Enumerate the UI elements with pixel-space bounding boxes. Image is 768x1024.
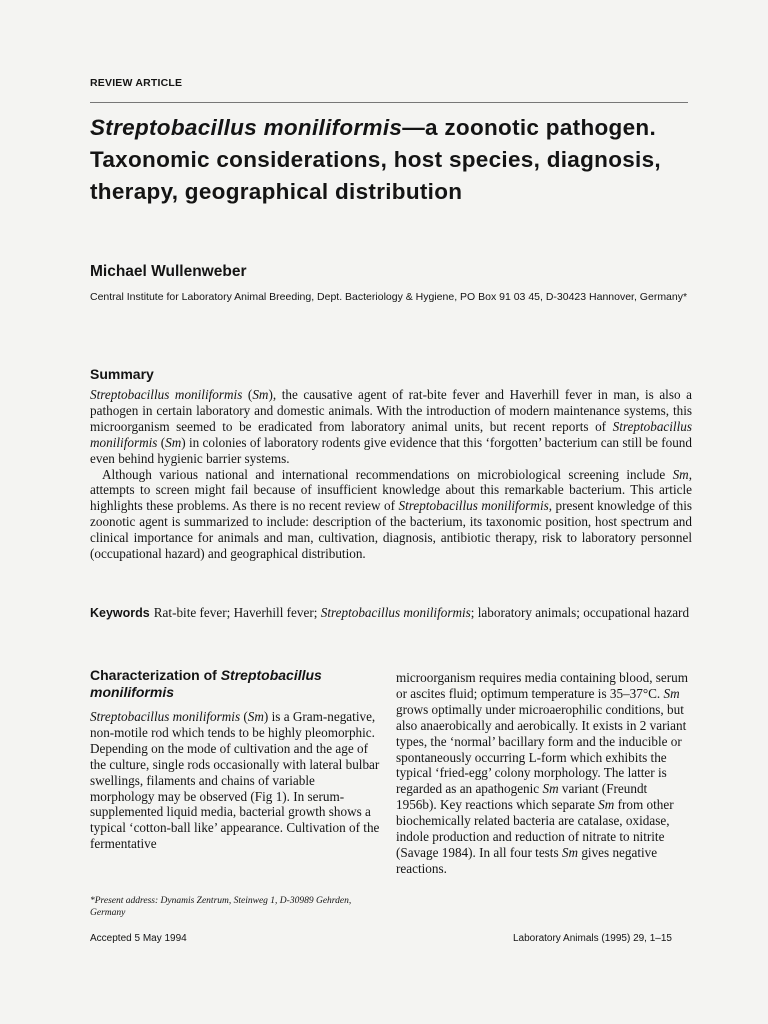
italic-text-run: Sm	[663, 685, 680, 701]
summary-paragraph-1	[90, 387, 692, 467]
article-title	[90, 112, 700, 208]
text-run: microorganism requires media containing blood, serum or ascites fluid; optimum temperature is 35–37°C.	[396, 670, 689, 701]
text-run: variant (Freundt 1956b). Key reactions which separate	[396, 781, 648, 813]
italic-text-run: Sm	[598, 797, 615, 813]
section-heading-plain: Characterization of	[90, 667, 221, 683]
title-organism-name: Streptobacillus moniliformis	[90, 115, 403, 140]
italic-text-run: Streptobacillus moniliformis	[90, 709, 241, 724]
text-run: ), the causative agent of rat-bite fever and Haverhill fever in man, is also a pathogen in certain laboratory and domestic animals. With the introduction of modern maintenance systems, this microorganism seemed to be eradicated from laboratory animal units, but recent reports of	[90, 387, 692, 434]
section-heading-organism: Streptobacillus moniliformis	[90, 667, 322, 700]
accepted-date: Accepted 5 May 1994	[90, 933, 187, 944]
article-type-label: REVIEW ARTICLE	[90, 77, 183, 89]
text-run: gives negative reactions.	[396, 844, 658, 876]
section-column-2	[396, 670, 688, 877]
summary-heading: Summary	[90, 366, 154, 382]
italic-text-run: Sm	[247, 709, 264, 724]
keywords-label: Keywords	[90, 606, 150, 620]
section-heading	[90, 667, 380, 701]
text-run: ) is a Gram-negative, non-motile rod which tends to be highly pleomorphic. Depending on the mode of cultivation and the age of the culture, single rods occasionally with lateral bulbar swellings, filaments and chains of variable morphology may be observed (Fig 1). In serum-supplemented liquid media, bacterial growth shows a typical ‘cotton-ball like’ appearance. Cultivation of the fermentative	[90, 709, 380, 852]
text-run: from other biochemically related bacteria are catalase, oxidase, indole production and reduction of nitrate to nitrite (Savage 1984). In all four tests	[396, 797, 674, 860]
title-rest: —a zoonotic pathogen. Taxonomic considerations, host species, diagnosis, therapy, geographical distribution	[90, 115, 661, 204]
address-footnote: *Present address: Dynamis Zentrum, Steinweg 1, D-30989 Gehrden, Germany	[90, 896, 352, 918]
header-rule	[90, 102, 688, 103]
text-run: Rat-bite fever; Haverhill fever;	[153, 605, 321, 620]
author-name: Michael Wullenweber	[90, 263, 247, 280]
italic-text-run: Sm	[165, 434, 182, 450]
text-run: (	[242, 387, 253, 402]
keywords-text	[154, 605, 689, 620]
italic-text-run: Sm	[561, 844, 579, 860]
italic-text-run: Streptobacillus moniliformis	[398, 498, 549, 514]
italic-text-run: Streptobacillus moniliformis	[90, 387, 243, 402]
journal-citation: Laboratory Animals (1995) 29, 1–15	[513, 933, 672, 944]
author-affiliation: Central Institute for Laboratory Animal Breeding, Dept. Bacteriology & Hygiene, PO Box 91 03 45, D-30423 Hannover, Germany*	[90, 291, 688, 303]
summary-paragraph-2	[90, 467, 692, 562]
italic-text-run: Sm	[252, 387, 269, 402]
keywords	[90, 604, 690, 622]
column-1-text	[90, 709, 382, 852]
section-column-1	[90, 709, 382, 852]
text-run: (	[240, 709, 248, 724]
summary-body	[90, 387, 692, 562]
italic-text-run: Sm	[672, 466, 689, 482]
text-run: , present knowledge of this zoonotic agent is summarized to include: description of the bacterium, its taxonomic position, host spectrum and clinical importance for animals and man, cultivation, diagnosis, antibiotic therapy, risk to laboratory personnel (occupational hazard) and geographical distribution.	[90, 498, 692, 562]
column-2-text	[396, 670, 688, 877]
italic-text-run: Streptobacillus moniliformis	[320, 605, 471, 620]
text-run: ) in colonies of laboratory rodents give evidence that this ‘forgotten’ bacterium can still be found even behind hygienic barrier systems.	[90, 434, 692, 466]
text-run: Although various national and international recommendations on microbiological screening include	[102, 466, 673, 482]
text-run: ; laboratory animals; occupational hazard	[470, 605, 690, 620]
italic-text-run: Streptobacillus moniliformis	[90, 418, 692, 450]
text-run: , attempts to screen might fail because of insufficient knowledge about this remarkable bacterium. This article highlights these problems. As there is no recent review of	[90, 466, 692, 514]
text-run: (	[157, 434, 166, 450]
text-run: grows optimally under microaerophilic conditions, but also anaerobically and aerobically. It exists in 2 variant types, the ‘normal’ bacillary form and the inducible or spontaneously occurring L-form which exhibits the typical ‘fried-egg’ colony morphology. The latter is regarded as an apathogenic	[396, 701, 687, 797]
italic-text-run: Sm	[542, 781, 559, 797]
